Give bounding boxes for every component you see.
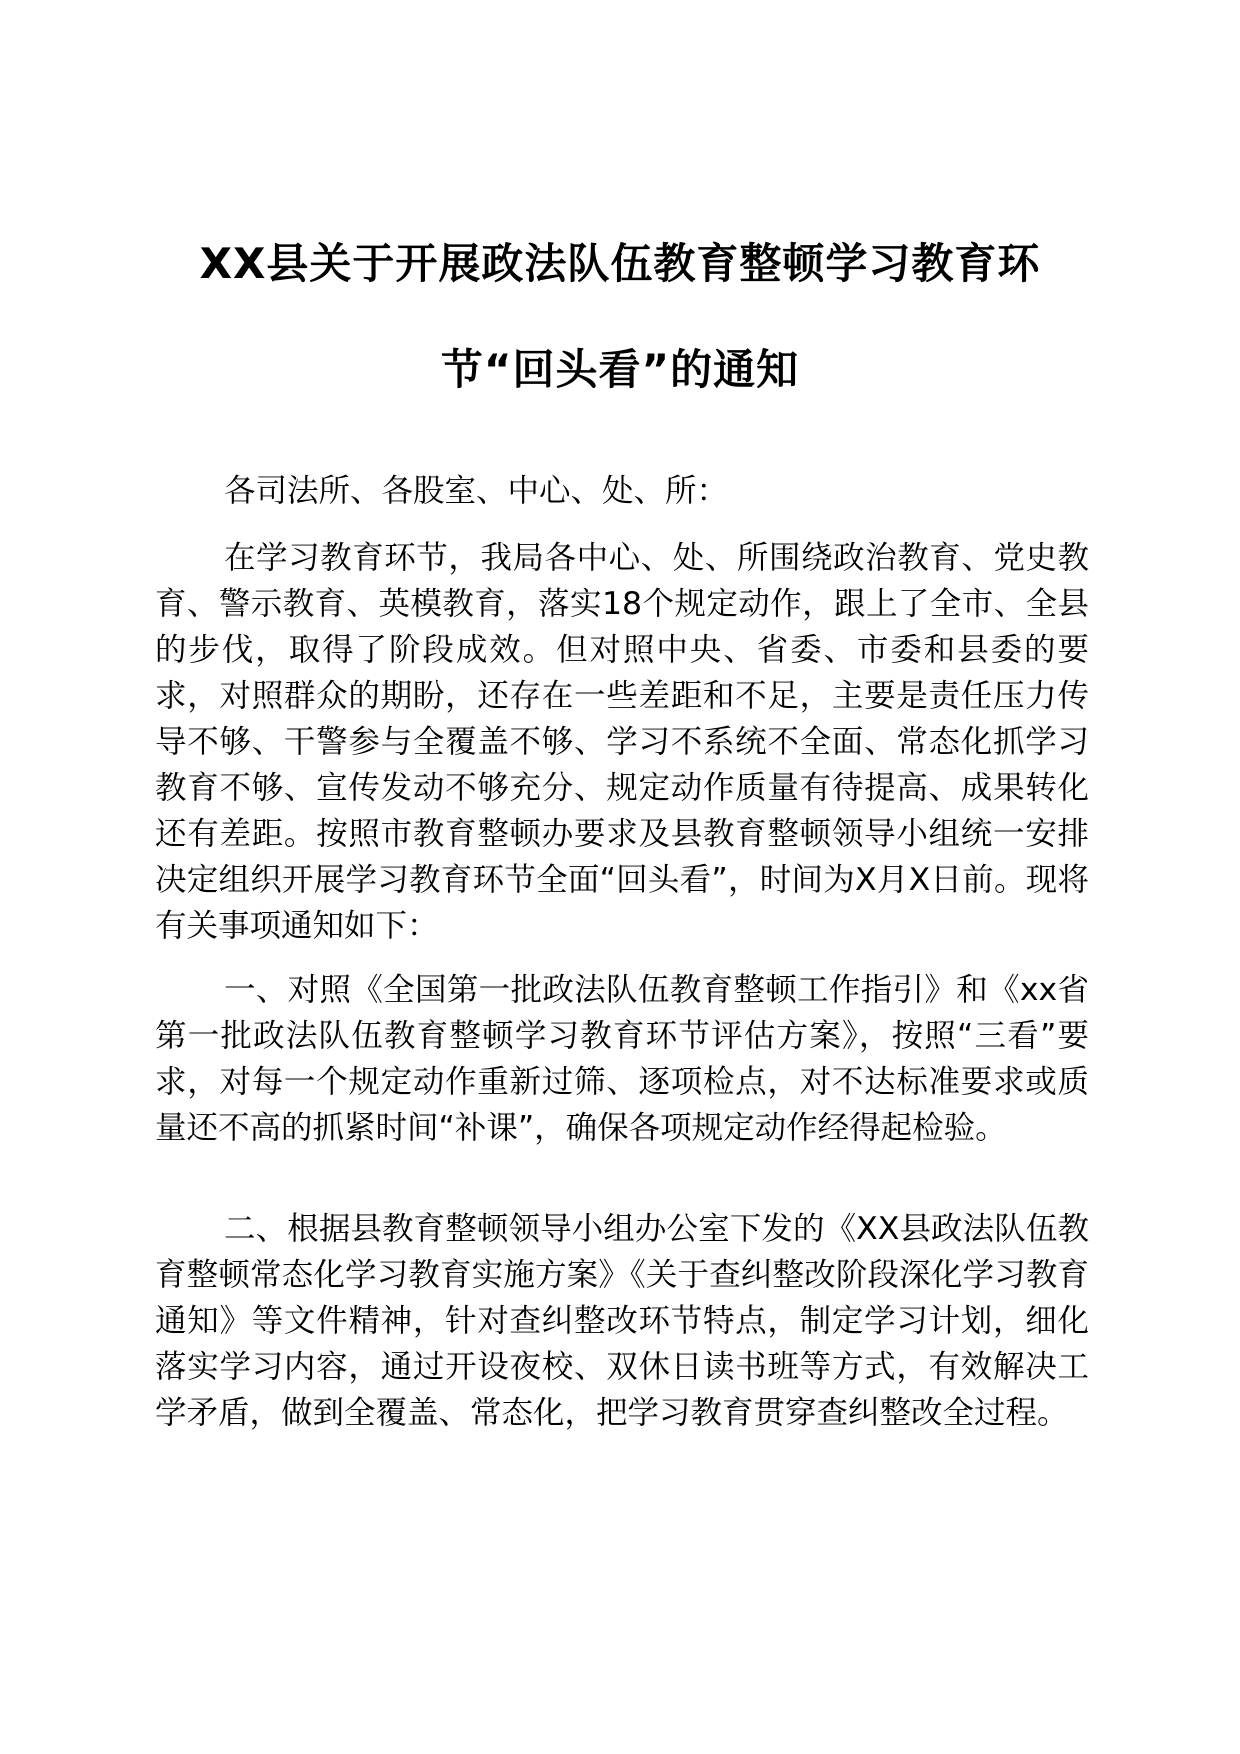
salutation: 各司法所、各股室、中心、处、所：: [224, 473, 729, 509]
paragraph-3: 二、根据县教育整顿领导小组办公室下发的《XX县政法队伍教育整顿常态化学习教育实施方案》《关于查纠整改阶段深化学习教育通知》等文件精神，针对查纠整改环节特点，制定学习计划，细化落实学习内容，通过开设夜校、双休日读书班等方式，有效解决工学矛盾，做到全覆盖、常态化，把学习教育贯穿查纠整改全过程。: [155, 1211, 1089, 1431]
document-title-line-2: 节“回头看”的通知: [440, 345, 800, 394]
document-title-line-1: XX县关于开展政法队伍教育整顿学习教育环: [199, 239, 1041, 288]
paragraph-2: 一、对照《全国第一批政法队伍教育整顿工作指引》和《xx省第一批政法队伍教育整顿学习教育环节评估方案》，按照“三看”要求，对每一个规定动作重新过筛、逐项检点，对不达标准要求或质量还不高的抓紧时间“补课”，确保各项规定动作经得起检验。: [155, 972, 1089, 1146]
paragraph-1: 在学习教育环节，我局各中心、处、所围绕政治教育、党史教育、警示教育、英模教育，落实18个规定动作，跟上了全市、全县的步伐，取得了阶段成效。但对照中央、省委、市委和县委的要求，对照群众的期盼，还存在一些差距和不足，主要是责任压力传导不够、干警参与全覆盖不够、学习不系统不全面、常态化抓学习教育不够、宣传发动不够充分、规定动作质量有待提高、成果转化还有差距。按照市教育整顿办要求及县教育整顿领导小组统一安排决定组织开展学习教育环节全面“回头看”，时间为X月X日前。现将有关事项通知如下：: [155, 540, 1089, 944]
